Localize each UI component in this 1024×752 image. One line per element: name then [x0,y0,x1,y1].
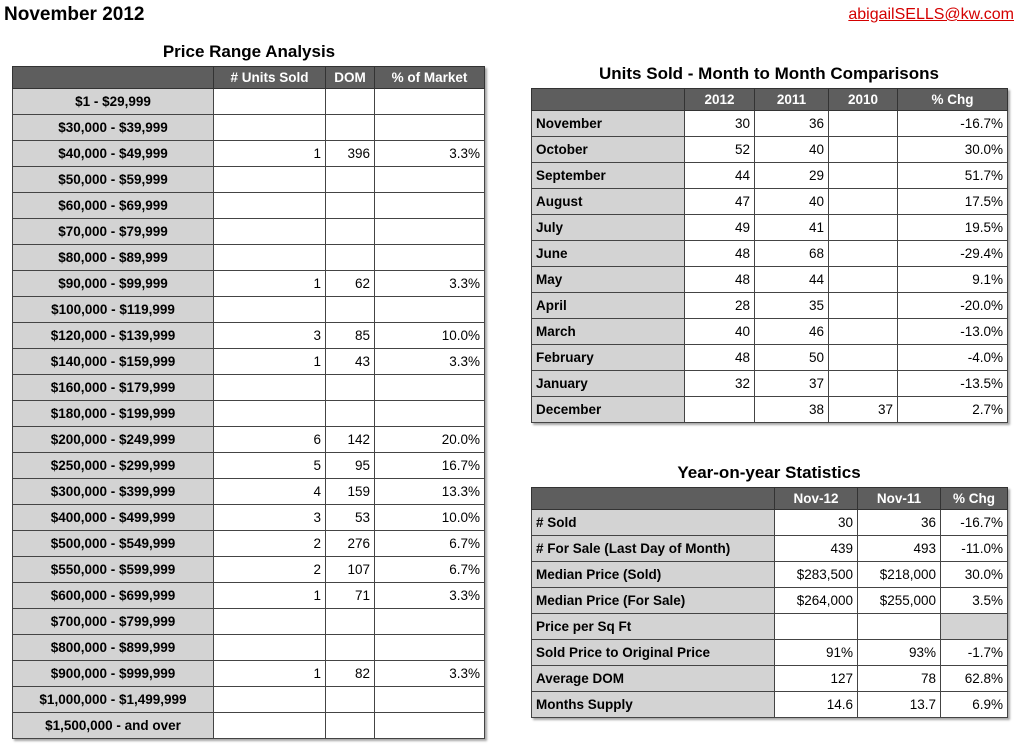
units-2011-cell: 38 [755,397,829,423]
units-sold-cell [214,297,326,323]
yoy-nov-12-cell: $283,500 [775,562,858,588]
price-range-label: $70,000 - $79,999 [13,219,214,245]
units-sold-cell: 4 [214,479,326,505]
price-range-row [13,115,485,141]
yoy-row [532,536,1008,562]
monthly-pct-chg-cell: -20.0% [898,293,1008,319]
price-range-label: $100,000 - $119,999 [13,297,214,323]
units-sold-cell: 5 [214,453,326,479]
units-2010-cell [829,371,898,397]
yoy-nov-11-cell: $218,000 [858,562,941,588]
units-2012-cell: 48 [685,267,755,293]
units-sold-cell [214,687,326,713]
dom-cell [326,115,375,141]
monthly-pct-chg-cell: -16.7% [898,111,1008,137]
units-2012-cell: 44 [685,163,755,189]
header-cell-nov-12: Nov-12 [775,488,858,510]
yoy-pct-chg-cell: 30.0% [941,562,1008,588]
monthly-pct-chg-cell: 51.7% [898,163,1008,189]
units-2010-cell [829,293,898,319]
units-2010-cell [829,215,898,241]
price-range-row [13,531,485,557]
price-range-label: $120,000 - $139,999 [13,323,214,349]
monthly-pct-chg-cell: 9.1% [898,267,1008,293]
yoy-nov-12-cell: 439 [775,536,858,562]
units-2011-cell: 36 [755,111,829,137]
yoy-stat-label: # For Sale (Last Day of Month) [532,536,775,562]
dom-cell [326,635,375,661]
price-range-header-row [13,67,485,89]
price-range-title: Price Range Analysis [162,42,336,61]
units-sold-cell: 1 [214,349,326,375]
dom-cell: 159 [326,479,375,505]
yoy-nov-12-cell: 127 [775,666,858,692]
units-sold-cell [214,89,326,115]
pct-market-cell: 6.7% [375,557,485,583]
units-2010-cell [829,267,898,293]
monthly-row [532,267,1008,293]
price-range-label: $80,000 - $89,999 [13,245,214,271]
units-2010-cell: 37 [829,397,898,423]
yoy-stat-label: Price per Sq Ft [532,614,775,640]
month-label: May [532,267,685,293]
pct-market-cell: 13.3% [375,479,485,505]
dom-cell [326,193,375,219]
monthly-row [532,319,1008,345]
header-cell-month [532,89,685,111]
pct-market-cell: 6.7% [375,531,485,557]
month-label: January [532,371,685,397]
units-2010-cell [829,345,898,371]
units-2010-cell [829,241,898,267]
units-2012-cell: 40 [685,319,755,345]
header-cell-pct-market: % of Market [375,67,485,89]
yoy-stat-label: Average DOM [532,666,775,692]
units-2011-cell: 40 [755,137,829,163]
units-2011-cell: 41 [755,215,829,241]
pct-market-cell: 20.0% [375,427,485,453]
pct-market-cell: 10.0% [375,323,485,349]
yoy-pct-chg-cell [941,614,1008,640]
dom-cell [326,297,375,323]
month-label: March [532,319,685,345]
units-2012-cell: 30 [685,111,755,137]
month-label: September [532,163,685,189]
yoy-pct-chg-cell: 3.5% [941,588,1008,614]
price-range-row [13,297,485,323]
price-range-row [13,635,485,661]
price-range-row [13,687,485,713]
units-2012-cell: 48 [685,345,755,371]
price-range-row [13,609,485,635]
dom-cell [326,375,375,401]
dom-cell [326,713,375,739]
month-label: August [532,189,685,215]
yoy-nov-12-cell: 91% [775,640,858,666]
dom-cell [326,245,375,271]
yoy-pct-chg-cell: -16.7% [941,510,1008,536]
price-range-label: $90,000 - $99,999 [13,271,214,297]
pct-market-cell [375,297,485,323]
yoy-row [532,640,1008,666]
price-range-row [13,661,485,687]
header-cell-nov-11: Nov-11 [858,488,941,510]
pct-market-cell: 3.3% [375,583,485,609]
pct-market-cell [375,219,485,245]
price-range-label: $700,000 - $799,999 [13,609,214,635]
pct-market-cell: 3.3% [375,141,485,167]
yoy-nov-12-cell: 30 [775,510,858,536]
price-range-row [13,193,485,219]
price-range-label: $60,000 - $69,999 [13,193,214,219]
dom-cell: 71 [326,583,375,609]
price-range-row [13,505,485,531]
dom-cell [326,687,375,713]
pct-market-cell [375,89,485,115]
price-range-label: $900,000 - $999,999 [13,661,214,687]
units-sold-cell: 3 [214,323,326,349]
dom-cell: 82 [326,661,375,687]
price-range-row [13,401,485,427]
monthly-row [532,345,1008,371]
price-range-row [13,167,485,193]
yoy-statistics-table [531,487,1008,718]
price-range-label: $1,500,000 - and over [13,713,214,739]
dom-cell: 107 [326,557,375,583]
units-2010-cell [829,111,898,137]
pct-market-cell [375,401,485,427]
price-range-label: $1 - $29,999 [13,89,214,115]
yoy-pct-chg-cell: -11.0% [941,536,1008,562]
units-2010-cell [829,163,898,189]
month-label: April [532,293,685,319]
yoy-header-row [532,488,1008,510]
price-range-row [13,323,485,349]
units-sold-cell: 3 [214,505,326,531]
price-range-row [13,557,485,583]
price-range-label: $160,000 - $179,999 [13,375,214,401]
monthly-pct-chg-cell: 2.7% [898,397,1008,423]
yoy-nov-11-cell: 93% [858,640,941,666]
price-range-label: $140,000 - $159,999 [13,349,214,375]
dom-cell: 396 [326,141,375,167]
yoy-row [532,510,1008,536]
price-range-row [13,479,485,505]
monthly-header-row [532,89,1008,111]
monthly-row [532,163,1008,189]
monthly-row [532,137,1008,163]
units-2012-cell: 48 [685,241,755,267]
yoy-stat-label: # Sold [532,510,775,536]
price-range-label: $500,000 - $549,999 [13,531,214,557]
monthly-pct-chg-cell: -13.5% [898,371,1008,397]
yoy-row [532,562,1008,588]
dom-cell: 95 [326,453,375,479]
units-sold-cell [214,167,326,193]
units-sold-cell [214,375,326,401]
yoy-row [532,588,1008,614]
monthly-pct-chg-cell: -4.0% [898,345,1008,371]
yoy-nov-11-cell [858,614,941,640]
units-2012-cell: 32 [685,371,755,397]
units-sold-cell [214,713,326,739]
yoy-nov-11-cell: 78 [858,666,941,692]
dom-cell [326,89,375,115]
pct-market-cell [375,115,485,141]
yoy-nov-11-cell: $255,000 [858,588,941,614]
pct-market-cell: 3.3% [375,271,485,297]
dom-cell: 43 [326,349,375,375]
header-cell-2012: 2012 [685,89,755,111]
units-2011-cell: 40 [755,189,829,215]
pct-market-cell [375,687,485,713]
price-range-label: $1,000,000 - $1,499,999 [13,687,214,713]
monthly-pct-chg-cell: -13.0% [898,319,1008,345]
units-2010-cell [829,189,898,215]
yoy-pct-chg-cell: -1.7% [941,640,1008,666]
header-cell-yoy-pct-chg: % Chg [941,488,1008,510]
yoy-stat-label: Months Supply [532,692,775,718]
monthly-title: Units Sold - Month to Month Comparisons [599,64,939,83]
month-label: October [532,137,685,163]
price-range-label: $200,000 - $249,999 [13,427,214,453]
price-range-row [13,219,485,245]
header-cell-pct-chg: % Chg [898,89,1008,111]
dom-cell: 142 [326,427,375,453]
units-2011-cell: 46 [755,319,829,345]
month-label: June [532,241,685,267]
month-label: February [532,345,685,371]
monthly-row [532,371,1008,397]
monthly-row [532,397,1008,423]
pct-market-cell [375,375,485,401]
price-range-row [13,89,485,115]
monthly-row [532,215,1008,241]
units-sold-cell [214,219,326,245]
month-label: December [532,397,685,423]
yoy-row [532,692,1008,718]
units-sold-cell [214,115,326,141]
units-2012-cell [685,397,755,423]
yoy-nov-12-cell: 14.6 [775,692,858,718]
pct-market-cell: 3.3% [375,661,485,687]
yoy-stat-label: Median Price (Sold) [532,562,775,588]
pct-market-cell: 3.3% [375,349,485,375]
units-sold-cell [214,401,326,427]
monthly-pct-chg-cell: 19.5% [898,215,1008,241]
email-link[interactable]: abigailSELLS@kw.com [848,6,1014,23]
monthly-row [532,189,1008,215]
pct-market-cell [375,635,485,661]
price-range-label: $400,000 - $499,999 [13,505,214,531]
units-sold-cell: 2 [214,557,326,583]
units-sold-cell [214,245,326,271]
pct-market-cell: 16.7% [375,453,485,479]
units-2011-cell: 44 [755,267,829,293]
units-2011-cell: 29 [755,163,829,189]
monthly-pct-chg-cell: -29.4% [898,241,1008,267]
month-label: July [532,215,685,241]
units-2012-cell: 52 [685,137,755,163]
price-range-label: $30,000 - $39,999 [13,115,214,141]
price-range-row [13,375,485,401]
yoy-nov-11-cell: 493 [858,536,941,562]
price-range-label: $40,000 - $49,999 [13,141,214,167]
units-2012-cell: 47 [685,189,755,215]
pct-market-cell [375,193,485,219]
price-range-table [12,66,485,739]
page-title: November 2012 [4,4,145,25]
header-cell-dom: DOM [326,67,375,89]
units-sold-cell: 1 [214,661,326,687]
header-cell-stat [532,488,775,510]
price-range-label: $50,000 - $59,999 [13,167,214,193]
price-range-label: $550,000 - $599,999 [13,557,214,583]
price-range-label: $600,000 - $699,999 [13,583,214,609]
price-range-label: $300,000 - $399,999 [13,479,214,505]
units-2012-cell: 28 [685,293,755,319]
header-cell-2011: 2011 [755,89,829,111]
pct-market-cell [375,167,485,193]
yoy-title: Year-on-year Statistics [677,463,861,482]
pct-market-cell [375,713,485,739]
price-range-row [13,713,485,739]
units-2011-cell: 37 [755,371,829,397]
dom-cell [326,219,375,245]
monthly-row [532,293,1008,319]
units-2011-cell: 50 [755,345,829,371]
pct-market-cell: 10.0% [375,505,485,531]
units-sold-cell: 1 [214,141,326,167]
price-range-row [13,271,485,297]
yoy-stat-label: Sold Price to Original Price [532,640,775,666]
units-sold-cell: 6 [214,427,326,453]
yoy-nov-12-cell [775,614,858,640]
price-range-row [13,427,485,453]
yoy-nov-12-cell: $264,000 [775,588,858,614]
monthly-pct-chg-cell: 17.5% [898,189,1008,215]
dom-cell [326,167,375,193]
monthly-comparison-table [531,88,1008,423]
dom-cell: 276 [326,531,375,557]
header-cell-units-sold: # Units Sold [214,67,326,89]
units-sold-cell [214,635,326,661]
yoy-nov-11-cell: 36 [858,510,941,536]
pct-market-cell [375,245,485,271]
yoy-pct-chg-cell: 62.8% [941,666,1008,692]
pct-market-cell [375,609,485,635]
price-range-label: $180,000 - $199,999 [13,401,214,427]
header-cell-range [13,67,214,89]
price-range-row [13,141,485,167]
monthly-row [532,241,1008,267]
yoy-nov-11-cell: 13.7 [858,692,941,718]
dom-cell: 62 [326,271,375,297]
dom-cell: 85 [326,323,375,349]
yoy-pct-chg-cell: 6.9% [941,692,1008,718]
price-range-row [13,349,485,375]
dom-cell [326,401,375,427]
units-2010-cell [829,137,898,163]
units-sold-cell: 1 [214,271,326,297]
monthly-row [532,111,1008,137]
month-label: November [532,111,685,137]
header-cell-2010: 2010 [829,89,898,111]
price-range-row [13,453,485,479]
units-2011-cell: 68 [755,241,829,267]
yoy-row [532,614,1008,640]
price-range-label: $800,000 - $899,999 [13,635,214,661]
price-range-row [13,583,485,609]
units-sold-cell: 1 [214,583,326,609]
units-2010-cell [829,319,898,345]
dom-cell: 53 [326,505,375,531]
price-range-label: $250,000 - $299,999 [13,453,214,479]
price-range-row [13,245,485,271]
dom-cell [326,609,375,635]
units-2012-cell: 49 [685,215,755,241]
units-sold-cell [214,609,326,635]
units-sold-cell [214,193,326,219]
units-sold-cell: 2 [214,531,326,557]
monthly-pct-chg-cell: 30.0% [898,137,1008,163]
units-2011-cell: 35 [755,293,829,319]
yoy-row [532,666,1008,692]
yoy-stat-label: Median Price (For Sale) [532,588,775,614]
